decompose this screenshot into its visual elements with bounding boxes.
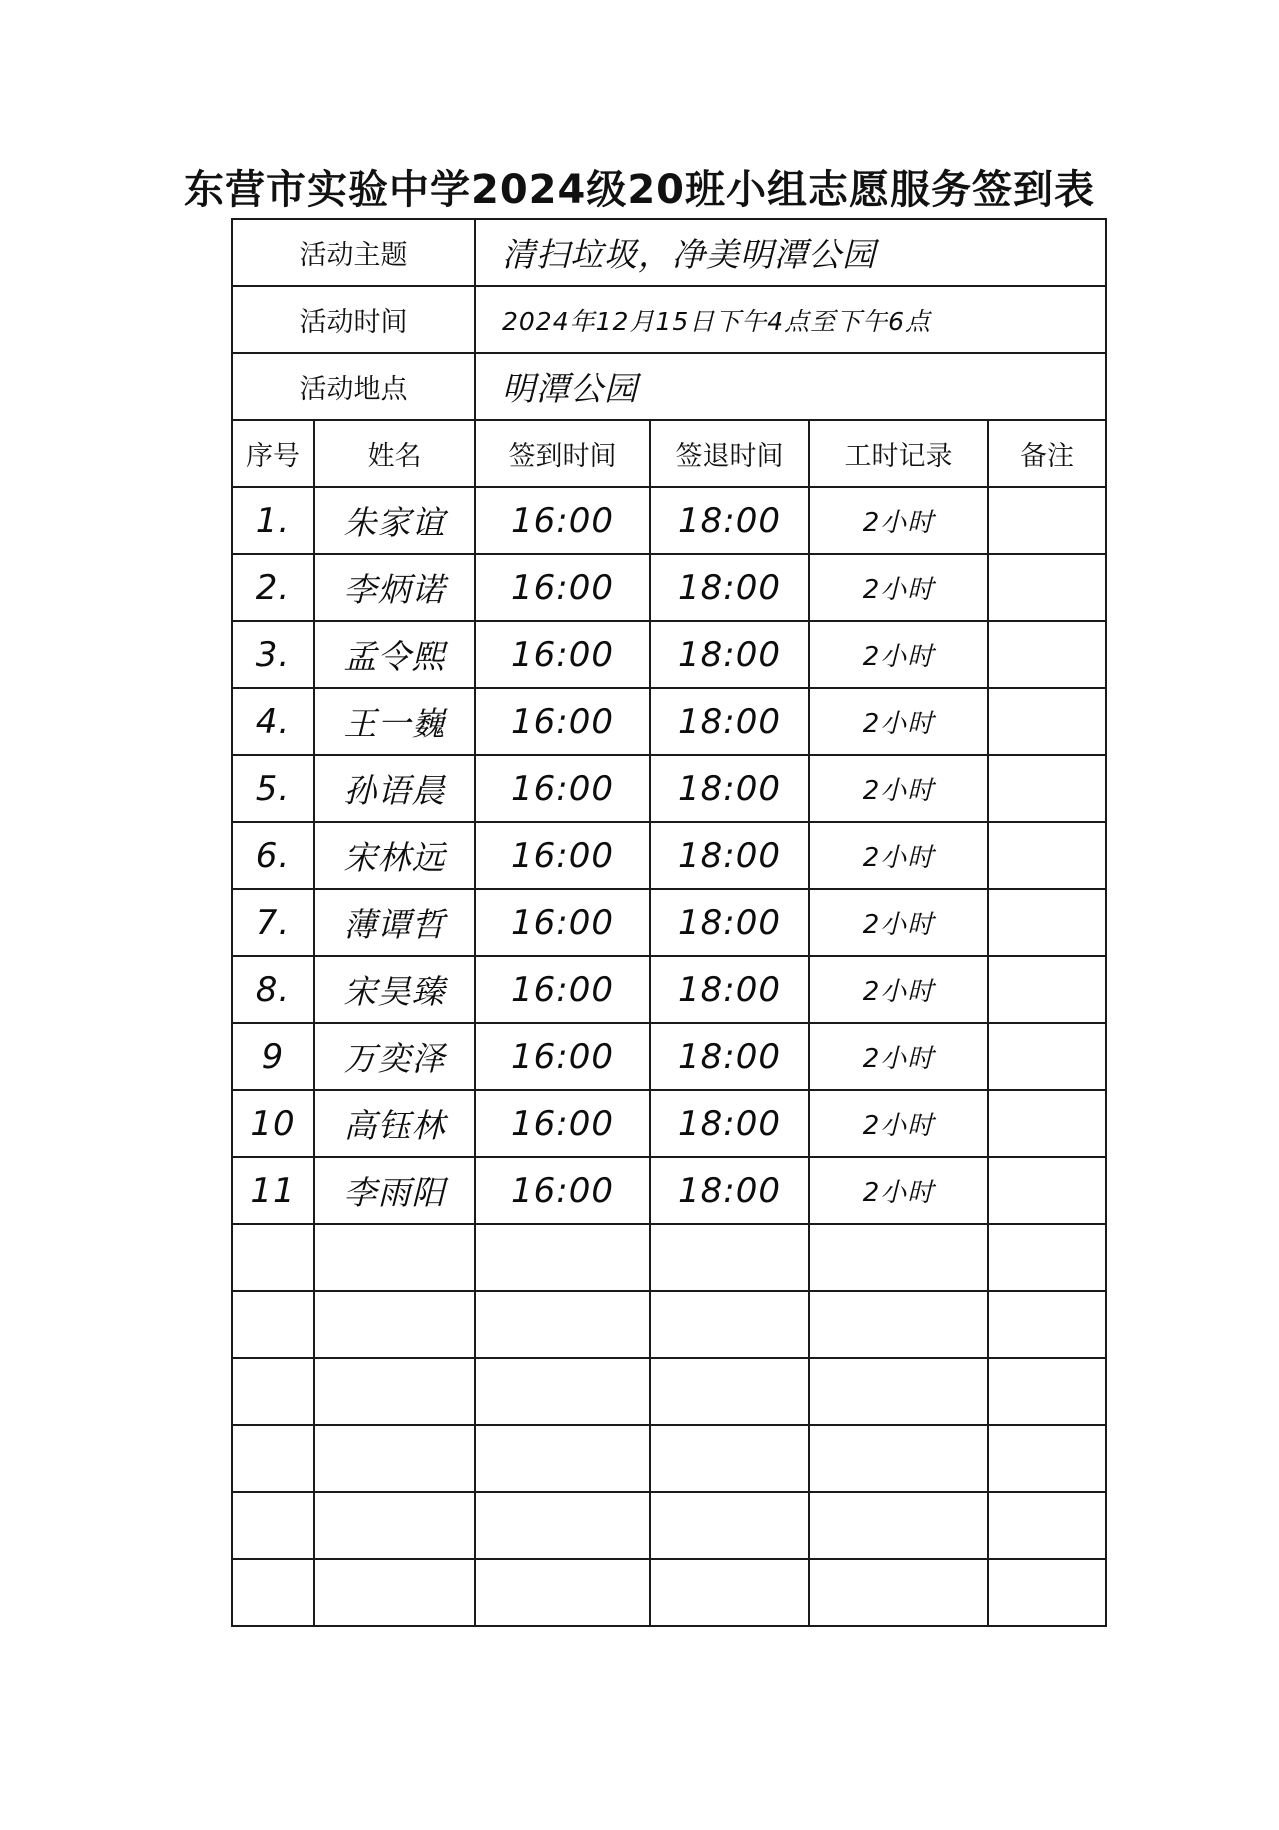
col-header-sign-in: 签到时间 [475, 420, 650, 487]
sign-in-time: 16:00 [475, 688, 650, 755]
hours-record: 2小时 [809, 487, 988, 554]
hours-record: 2小时 [809, 822, 988, 889]
volunteer-name: 李炳诺 [314, 554, 475, 621]
note-cell [988, 1358, 1106, 1425]
sign-out-time [650, 1224, 809, 1291]
row-number: 8. [232, 956, 314, 1023]
row-number: 6. [232, 822, 314, 889]
time-row [232, 286, 1106, 353]
row-number: 7. [232, 889, 314, 956]
volunteer-name: 高钰林 [314, 1090, 475, 1157]
sign-out-time: 18:00 [650, 1157, 809, 1224]
note-cell [988, 621, 1106, 688]
sign-out-time: 18:00 [650, 822, 809, 889]
volunteer-name [314, 1291, 475, 1358]
table-row [232, 1358, 1106, 1425]
volunteer-name: 王一巍 [314, 688, 475, 755]
volunteer-name [314, 1492, 475, 1559]
sign-in-time: 16:00 [475, 621, 650, 688]
table-row [232, 889, 1106, 956]
table-row [232, 1157, 1106, 1224]
row-number: 4. [232, 688, 314, 755]
note-cell [988, 487, 1106, 554]
col-header-sign-out: 签退时间 [650, 420, 809, 487]
volunteer-name: 宋昊臻 [314, 956, 475, 1023]
row-number [232, 1224, 314, 1291]
sign-in-time: 16:00 [475, 889, 650, 956]
table-row [232, 1559, 1106, 1626]
hours-record [809, 1425, 988, 1492]
note-cell [988, 1559, 1106, 1626]
hours-record: 2小时 [809, 554, 988, 621]
hours-record: 2小时 [809, 755, 988, 822]
sign-in-time: 16:00 [475, 554, 650, 621]
sign-in-table [231, 218, 1107, 1627]
volunteer-name: 宋林远 [314, 822, 475, 889]
hours-record [809, 1224, 988, 1291]
volunteer-name: 孟令熙 [314, 621, 475, 688]
table-row [232, 755, 1106, 822]
note-cell [988, 889, 1106, 956]
sign-in-time: 16:00 [475, 1090, 650, 1157]
sign-in-time [475, 1358, 650, 1425]
hours-record [809, 1291, 988, 1358]
table-row [232, 1425, 1106, 1492]
volunteer-name: 孙语晨 [314, 755, 475, 822]
note-cell [988, 1425, 1106, 1492]
sign-in-time [475, 1425, 650, 1492]
sign-out-time: 18:00 [650, 755, 809, 822]
sign-in-time: 16:00 [475, 487, 650, 554]
table-row [232, 1492, 1106, 1559]
note-cell [988, 1023, 1106, 1090]
row-number: 3. [232, 621, 314, 688]
sign-in-time [475, 1291, 650, 1358]
table-row [232, 688, 1106, 755]
sign-in-time [475, 1492, 650, 1559]
hours-record [809, 1492, 988, 1559]
sign-out-time: 18:00 [650, 554, 809, 621]
sign-out-time [650, 1559, 809, 1626]
col-header-hours: 工时记录 [809, 420, 988, 487]
row-number: 1. [232, 487, 314, 554]
table-row [232, 956, 1106, 1023]
sign-in-time: 16:00 [475, 822, 650, 889]
table-row [232, 554, 1106, 621]
hours-record [809, 1559, 988, 1626]
volunteer-name [314, 1425, 475, 1492]
sign-in-time: 16:00 [475, 755, 650, 822]
place-label: 活动地点 [232, 353, 475, 420]
hours-record: 2小时 [809, 889, 988, 956]
sign-out-time: 18:00 [650, 956, 809, 1023]
volunteer-name [314, 1358, 475, 1425]
hours-record: 2小时 [809, 1090, 988, 1157]
sign-in-time: 16:00 [475, 1157, 650, 1224]
row-number: 5. [232, 755, 314, 822]
sign-in-time [475, 1224, 650, 1291]
sign-out-time: 18:00 [650, 688, 809, 755]
sign-out-time: 18:00 [650, 621, 809, 688]
row-number: 11 [232, 1157, 314, 1224]
sign-out-time: 18:00 [650, 487, 809, 554]
table-row [232, 822, 1106, 889]
col-header-no: 序号 [232, 420, 314, 487]
sign-in-time: 16:00 [475, 956, 650, 1023]
note-cell [988, 956, 1106, 1023]
note-cell [988, 755, 1106, 822]
row-number: 9 [232, 1023, 314, 1090]
note-cell [988, 1291, 1106, 1358]
theme-row [232, 219, 1106, 286]
note-cell [988, 1492, 1106, 1559]
note-cell [988, 554, 1106, 621]
theme-label: 活动主题 [232, 219, 475, 286]
row-number [232, 1425, 314, 1492]
volunteer-name: 李雨阳 [314, 1157, 475, 1224]
hours-record: 2小时 [809, 956, 988, 1023]
time-label: 活动时间 [232, 286, 475, 353]
time-value: 2024年12月15日下午4点至下午6点 [475, 286, 1106, 353]
row-number [232, 1358, 314, 1425]
sign-out-time: 18:00 [650, 1023, 809, 1090]
place-row [232, 353, 1106, 420]
col-header-note: 备注 [988, 420, 1106, 487]
hours-record: 2小时 [809, 621, 988, 688]
sign-out-time [650, 1358, 809, 1425]
sign-out-time [650, 1425, 809, 1492]
volunteer-name [314, 1559, 475, 1626]
hours-record: 2小时 [809, 688, 988, 755]
table-row [232, 1291, 1106, 1358]
volunteer-name [314, 1224, 475, 1291]
row-number [232, 1492, 314, 1559]
note-cell [988, 688, 1106, 755]
volunteer-name: 万奕泽 [314, 1023, 475, 1090]
sign-in-time: 16:00 [475, 1023, 650, 1090]
place-value: 明潭公园 [475, 353, 1106, 420]
row-number [232, 1559, 314, 1626]
table-row [232, 621, 1106, 688]
table-row [232, 1224, 1106, 1291]
hours-record: 2小时 [809, 1157, 988, 1224]
hours-record: 2小时 [809, 1023, 988, 1090]
sheet-title: 东营市实验中学2024级20班小组志愿服务签到表 [184, 167, 1095, 213]
table-row [232, 1090, 1106, 1157]
sign-in-time [475, 1559, 650, 1626]
sign-out-time: 18:00 [650, 889, 809, 956]
row-number: 10 [232, 1090, 314, 1157]
sign-out-time [650, 1492, 809, 1559]
table-row [232, 1023, 1106, 1090]
row-number [232, 1291, 314, 1358]
row-number: 2. [232, 554, 314, 621]
volunteer-name: 薄谭哲 [314, 889, 475, 956]
theme-value: 清扫垃圾，净美明潭公园 [475, 219, 1106, 286]
note-cell [988, 1090, 1106, 1157]
volunteer-name: 朱家谊 [314, 487, 475, 554]
hours-record [809, 1358, 988, 1425]
sign-out-time: 18:00 [650, 1090, 809, 1157]
note-cell [988, 822, 1106, 889]
note-cell [988, 1224, 1106, 1291]
col-header-name: 姓名 [314, 420, 475, 487]
note-cell [988, 1157, 1106, 1224]
sign-out-time [650, 1291, 809, 1358]
table-row [232, 487, 1106, 554]
header-row [232, 420, 1106, 487]
